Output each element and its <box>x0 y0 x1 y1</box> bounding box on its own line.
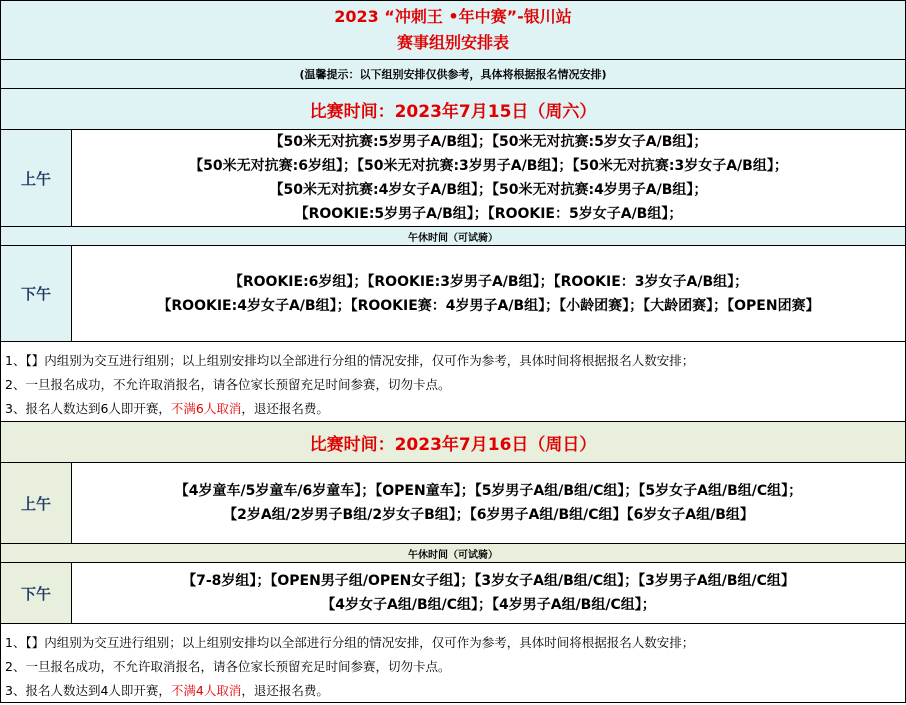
day2-morning-groups <box>72 463 905 543</box>
page-subtitle: 赛事组别安排表 <box>396 33 509 52</box>
note-line: 2、一旦报名成功，不允许取消报名，请各位家长预留充足时间参赛，切勿卡点。 <box>5 659 451 674</box>
day2-afternoon-session <box>1 563 905 624</box>
group-line: 【4岁童车/5岁童车/6岁童车】；【OPEN童车】；【5岁男子A组/B组/C组】；【5岁女子A组/B组/C组】； <box>174 483 803 499</box>
notice-text: (温馨提示：以下组别安排仅供参考，具体将根据报名情况安排) <box>1 60 905 89</box>
day2-afternoon-label: 下午 <box>1 563 72 623</box>
group-line: 【ROOKIE:4岁女子A/B组】；【ROOKIE赛：4岁男子A/B组】；【小龄团赛】；【大龄团赛】；【OPEN团赛】 <box>157 297 820 314</box>
group-line: 【4岁女子A组/B组/C组】；【4岁男子A组/B组/C组】； <box>321 597 656 613</box>
day2-lunch-break: 午休时间（可试骑） <box>1 544 905 563</box>
day1-notes <box>1 342 905 422</box>
day1-morning-session <box>1 130 905 227</box>
group-line: 【7-8岁组】；【OPEN男子组/OPEN女子组】；【3岁女子A组/B组/C组】；【3岁男子A组/B组/C组】 <box>182 573 795 589</box>
day2-date-heading: 比赛时间：2023年7月16日（周日） <box>1 422 905 463</box>
group-line: 【ROOKIE:5岁男子A/B组】；【ROOKIE：5岁女子A/B组】； <box>294 206 683 222</box>
day2-morning-session <box>1 463 905 544</box>
page-title: 2023 “冲刺王 •年中赛”-银川站 <box>334 7 572 26</box>
group-line: 【ROOKIE:6岁组】；【ROOKIE:3岁男子A/B组】；【ROOKIE：3岁女子A/B组】； <box>228 273 749 290</box>
day1-afternoon-session <box>1 246 905 342</box>
day1-morning-groups <box>72 130 905 226</box>
note-text: 3、报名人数达到6人即开赛， <box>5 401 171 416</box>
day1-afternoon-groups <box>72 246 905 341</box>
group-line: 【50米无对抗赛:4岁女子A/B组】；【50米无对抗赛:4岁男子A/B组】； <box>269 182 708 198</box>
note-line: 1、【】内组别为交互进行组别；以上组别安排均以全部进行分组的情况安排，仅可作为参考，具体时间将根据报名人数安排； <box>5 635 695 650</box>
group-line: 【50米无对抗赛:5岁男子A/B组】；【50米无对抗赛:5岁女子A/B组】； <box>269 134 708 150</box>
note-line <box>5 679 905 703</box>
day1-afternoon-label: 下午 <box>1 246 72 341</box>
note-text: 3、报名人数达到4人即开赛， <box>5 683 171 698</box>
day2-morning-label: 上午 <box>1 463 72 543</box>
note-warning: 不满6人取消 <box>170 401 242 416</box>
day1-lunch-break: 午休时间（可试骑） <box>1 227 905 246</box>
day2-afternoon-groups <box>72 563 905 623</box>
note-text: ，退还报名费。 <box>241 683 329 698</box>
note-warning: 不满4人取消 <box>170 683 242 698</box>
day1-date-heading: 比赛时间：2023年7月15日（周六） <box>1 89 905 130</box>
note-text: ，退还报名费。 <box>241 401 329 416</box>
day2-notes <box>1 624 905 703</box>
note-line: 2、一旦报名成功，不允许取消报名，请各位家长预留充足时间参赛，切勿卡点。 <box>5 377 451 392</box>
note-line: 1、【】内组别为交互进行组别；以上组别安排均以全部进行分组的情况安排，仅可作为参考，具体时间将根据报名人数安排； <box>5 353 695 368</box>
day1-morning-label: 上午 <box>1 130 72 226</box>
group-line: 【50米无对抗赛:6岁组】；【50米无对抗赛:3岁男子A/B组】；【50米无对抗赛:3岁女子A/B组】； <box>189 158 788 174</box>
group-line: 【2岁A组/2岁男子B组/2岁女子B组】；【6岁男子A组/B组/C组】【6岁女子A组/B组】 <box>223 507 754 523</box>
note-line <box>5 397 905 421</box>
title-block <box>1 1 905 60</box>
